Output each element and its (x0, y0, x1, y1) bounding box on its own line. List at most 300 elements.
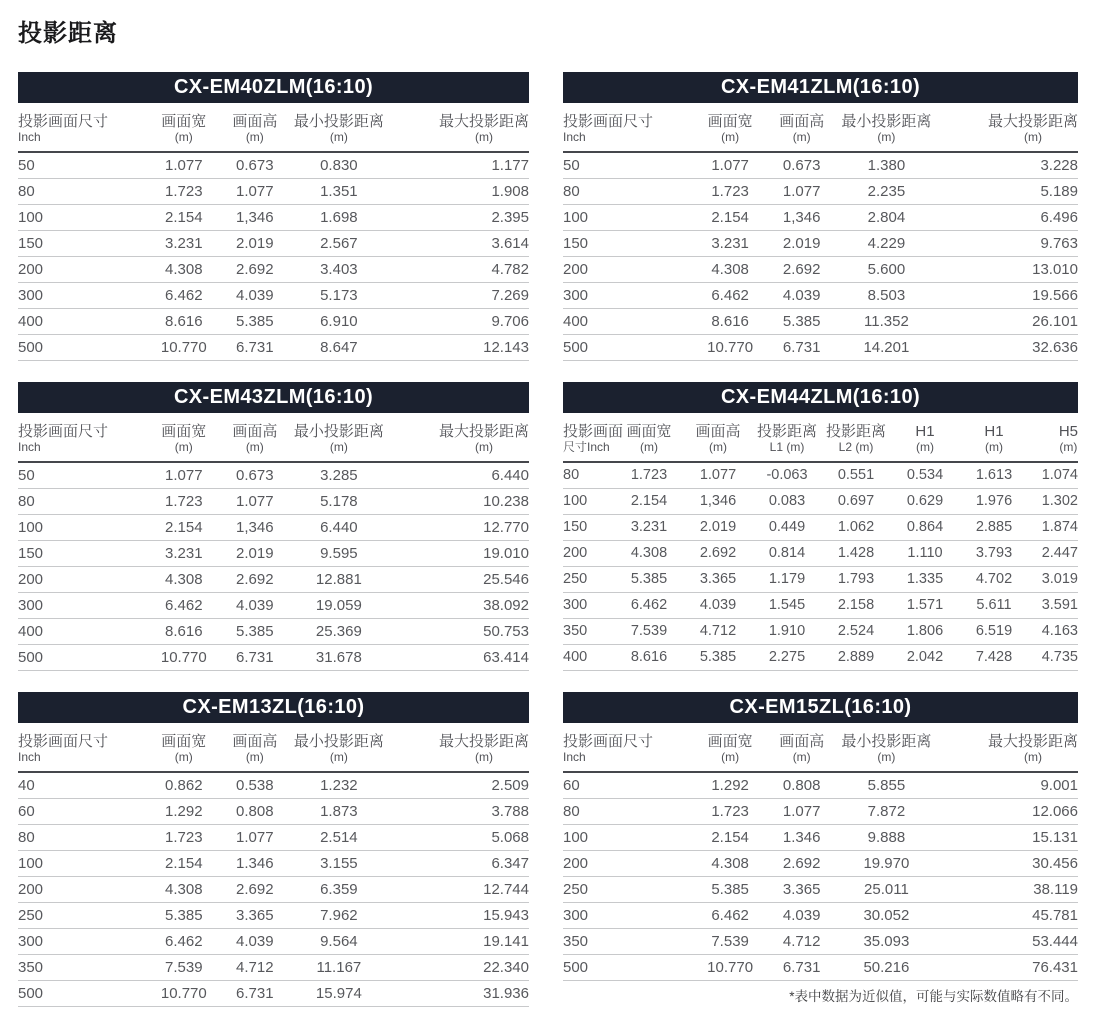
cell: 4.782 (390, 257, 529, 283)
cell: 3.403 (288, 257, 390, 283)
cell: 150 (563, 231, 692, 257)
cell: 9.763 (938, 231, 1078, 257)
cell: 2.158 (822, 593, 891, 619)
cell: 6.731 (768, 335, 834, 361)
cell: 300 (563, 593, 615, 619)
cell: 12.744 (390, 877, 529, 903)
cell: 6.462 (146, 929, 222, 955)
cell: 10.770 (692, 955, 769, 981)
cell: 4.308 (146, 567, 222, 593)
cell: 3.231 (692, 231, 769, 257)
cell: 31.678 (288, 645, 390, 671)
projection-table (563, 413, 1078, 671)
cell: 40 (18, 772, 146, 799)
cell: 12.066 (938, 799, 1078, 825)
cell: 200 (563, 541, 615, 567)
cell: 2.019 (684, 515, 753, 541)
table-row (18, 309, 529, 335)
table-card-cx-em15zl (563, 692, 1078, 981)
cell: 100 (18, 851, 146, 877)
cell: 0.449 (753, 515, 822, 541)
cell: 60 (18, 799, 146, 825)
column-header: 最大投影距离 (m) (938, 723, 1078, 772)
cell: 8.503 (835, 283, 938, 309)
cell: 11.352 (835, 309, 938, 335)
cell: 19.566 (938, 283, 1078, 309)
cell: 4.039 (222, 929, 288, 955)
cell: 300 (563, 283, 692, 309)
column-header-row (563, 103, 1078, 152)
table-row (563, 489, 1078, 515)
cell: 1.380 (835, 152, 938, 179)
table-title: CX-EM13ZL(16:10) (182, 696, 365, 718)
cell: 2.692 (222, 257, 288, 283)
column-header: 画面宽 (m) (146, 723, 222, 772)
cell: -0.063 (753, 462, 822, 489)
cell: 5.068 (390, 825, 529, 851)
table-row (563, 231, 1078, 257)
cell: 10.770 (146, 981, 222, 1007)
cell: 1.292 (692, 772, 769, 799)
cell: 5.385 (684, 645, 753, 671)
column-header: 画面高 (m) (684, 413, 753, 462)
cell: 400 (18, 619, 146, 645)
cell: 1.723 (146, 825, 222, 851)
cell: 4.712 (222, 955, 288, 981)
column-header: 画面宽 (m) (615, 413, 684, 462)
table-row (18, 619, 529, 645)
table-row (563, 179, 1078, 205)
table-row (563, 645, 1078, 671)
tables-grid (18, 72, 1078, 1007)
cell: 150 (563, 515, 615, 541)
cell: 5.178 (288, 489, 390, 515)
cell: 2.154 (146, 851, 222, 877)
cell: 5.189 (938, 179, 1078, 205)
cell: 10.770 (146, 335, 222, 361)
cell: 1,346 (222, 515, 288, 541)
cell: 2.514 (288, 825, 390, 851)
cell: 1.179 (753, 567, 822, 593)
table-row (563, 515, 1078, 541)
table-row (563, 567, 1078, 593)
table-row (563, 851, 1078, 877)
cell: 300 (18, 283, 146, 309)
cell: 4.163 (1029, 619, 1079, 645)
table-row (18, 929, 529, 955)
column-header-row (563, 723, 1078, 772)
cell: 1.110 (891, 541, 960, 567)
cell: 0.083 (753, 489, 822, 515)
cell: 9.888 (835, 825, 938, 851)
column-header: 画面高 (m) (768, 103, 834, 152)
table-card-cx-em41zlm (563, 72, 1078, 361)
cell: 7.539 (146, 955, 222, 981)
column-header: 最小投影距离 (m) (288, 723, 390, 772)
cell: 2.019 (222, 541, 288, 567)
cell: 3.365 (768, 877, 834, 903)
cell: 1.873 (288, 799, 390, 825)
cell: 2.447 (1029, 541, 1079, 567)
cell: 6.359 (288, 877, 390, 903)
cell: 80 (18, 179, 146, 205)
table-row (563, 283, 1078, 309)
cell: 15.131 (938, 825, 1078, 851)
cell: 1.077 (146, 462, 222, 489)
cell: 5.385 (222, 619, 288, 645)
table-card-cx-em43zlm (18, 382, 529, 671)
cell: 300 (18, 929, 146, 955)
cell: 400 (563, 645, 615, 671)
cell: 15.943 (390, 903, 529, 929)
cell: 3.614 (390, 231, 529, 257)
cell: 45.781 (938, 903, 1078, 929)
table-row (18, 179, 529, 205)
cell: 6.440 (390, 462, 529, 489)
cell: 25.546 (390, 567, 529, 593)
cell: 22.340 (390, 955, 529, 981)
cell: 1.302 (1029, 489, 1079, 515)
cell: 9.001 (938, 772, 1078, 799)
table-row (18, 772, 529, 799)
cell: 38.092 (390, 593, 529, 619)
column-header: 最小投影距离 (m) (835, 103, 938, 152)
cell: 0.862 (146, 772, 222, 799)
cell: 4.712 (768, 929, 834, 955)
table-row (563, 205, 1078, 231)
cell: 500 (18, 645, 146, 671)
cell: 80 (563, 462, 615, 489)
column-header: 投影画面尺寸 Inch (563, 723, 692, 772)
cell: 100 (563, 205, 692, 231)
cell: 6.462 (692, 903, 769, 929)
cell: 5.385 (146, 903, 222, 929)
cell: 50.216 (835, 955, 938, 981)
cell: 76.431 (938, 955, 1078, 981)
cell: 30.052 (835, 903, 938, 929)
cell: 200 (563, 851, 692, 877)
cell: 1.077 (146, 152, 222, 179)
column-header-row (563, 413, 1078, 462)
table-row (563, 309, 1078, 335)
cell: 1.806 (891, 619, 960, 645)
cell: 3.793 (960, 541, 1029, 567)
cell: 1.793 (822, 567, 891, 593)
cell: 400 (563, 309, 692, 335)
cell: 7.428 (960, 645, 1029, 671)
cell: 35.093 (835, 929, 938, 955)
cell: 100 (18, 515, 146, 541)
cell: 200 (18, 257, 146, 283)
cell: 80 (18, 489, 146, 515)
cell: 80 (563, 179, 692, 205)
cell: 2.692 (768, 851, 834, 877)
cell: 50 (18, 462, 146, 489)
cell: 3.019 (1029, 567, 1079, 593)
cell: 1.077 (692, 152, 769, 179)
cell: 6.462 (146, 593, 222, 619)
cell: 1.613 (960, 462, 1029, 489)
projection-table (18, 413, 529, 671)
table-row (18, 593, 529, 619)
table-row (563, 619, 1078, 645)
cell: 300 (563, 903, 692, 929)
table-row (563, 541, 1078, 567)
cell: 100 (563, 489, 615, 515)
cell: 4.039 (684, 593, 753, 619)
cell: 1.077 (768, 799, 834, 825)
cell: 5.611 (960, 593, 1029, 619)
cell: 15.974 (288, 981, 390, 1007)
cell: 4.308 (146, 257, 222, 283)
table-card-cx-em40zlm (18, 72, 529, 361)
cell: 4.039 (222, 283, 288, 309)
cell: 3.155 (288, 851, 390, 877)
cell: 50.753 (390, 619, 529, 645)
cell: 8.616 (146, 619, 222, 645)
cell: 4.308 (692, 851, 769, 877)
cell: 1.062 (822, 515, 891, 541)
projection-table (563, 103, 1078, 361)
cell: 12.143 (390, 335, 529, 361)
cell: 1,346 (684, 489, 753, 515)
table-row (18, 335, 529, 361)
column-header: 投影距离 L1 (m) (753, 413, 822, 462)
column-header: H5 (m) (1029, 413, 1079, 462)
cell: 4.308 (692, 257, 769, 283)
column-header: H1 (m) (960, 413, 1029, 462)
cell: 5.600 (835, 257, 938, 283)
column-header: 画面高 (m) (222, 723, 288, 772)
cell: 2.154 (615, 489, 684, 515)
cell: 4.735 (1029, 645, 1079, 671)
cell: 3.788 (390, 799, 529, 825)
table-title-bar (563, 382, 1078, 413)
cell: 3.231 (146, 541, 222, 567)
cell: 300 (18, 593, 146, 619)
page-title: 投影距离 (18, 20, 118, 47)
table-title: CX-EM41ZLM(16:10) (720, 76, 921, 98)
cell: 2.235 (835, 179, 938, 205)
cell: 14.201 (835, 335, 938, 361)
table-row (18, 283, 529, 309)
cell: 8.647 (288, 335, 390, 361)
table-row (563, 929, 1078, 955)
cell: 5.385 (768, 309, 834, 335)
cell: 7.962 (288, 903, 390, 929)
table-title-bar (563, 692, 1078, 723)
table-row (563, 955, 1078, 981)
cell: 250 (563, 877, 692, 903)
cell: 60 (563, 772, 692, 799)
cell: 1.723 (615, 462, 684, 489)
cell: 1.723 (146, 489, 222, 515)
table-row (18, 877, 529, 903)
column-header: 画面宽 (m) (692, 103, 769, 152)
cell: 6.910 (288, 309, 390, 335)
cell: 1.571 (891, 593, 960, 619)
cell: 80 (18, 825, 146, 851)
cell: 3.231 (615, 515, 684, 541)
table-row (563, 799, 1078, 825)
cell: 30.456 (938, 851, 1078, 877)
cell: 4.308 (146, 877, 222, 903)
cell: 0.538 (222, 772, 288, 799)
cell: 2.154 (692, 205, 769, 231)
projection-table (18, 723, 529, 1007)
table-row (18, 515, 529, 541)
cell: 4.712 (684, 619, 753, 645)
cell: 80 (563, 799, 692, 825)
cell: 2.567 (288, 231, 390, 257)
cell: 200 (563, 257, 692, 283)
cell: 10.238 (390, 489, 529, 515)
table-row (18, 541, 529, 567)
cell: 6.462 (146, 283, 222, 309)
footnote: *表中数据为近似值，可能与实际数值略有不同。 (789, 989, 1078, 1004)
cell: 10.770 (146, 645, 222, 671)
cell: 5.385 (615, 567, 684, 593)
table-row (18, 462, 529, 489)
cell: 4.229 (835, 231, 938, 257)
cell: 0.830 (288, 152, 390, 179)
column-header: 画面高 (m) (222, 413, 288, 462)
cell: 250 (563, 567, 615, 593)
cell: 1.346 (222, 851, 288, 877)
cell: 400 (18, 309, 146, 335)
cell: 1,346 (222, 205, 288, 231)
cell: 1.077 (222, 179, 288, 205)
table-title: CX-EM44ZLM(16:10) (720, 386, 921, 408)
cell: 3.285 (288, 462, 390, 489)
cell: 12.770 (390, 515, 529, 541)
cell: 8.616 (146, 309, 222, 335)
table-row (18, 981, 529, 1007)
cell: 1.976 (960, 489, 1029, 515)
cell: 2.275 (753, 645, 822, 671)
cell: 0.864 (891, 515, 960, 541)
cell: 1.908 (390, 179, 529, 205)
cell: 2.019 (768, 231, 834, 257)
table-row (18, 257, 529, 283)
table-row (563, 903, 1078, 929)
cell: 32.636 (938, 335, 1078, 361)
projection-table (563, 723, 1078, 981)
table-row (563, 257, 1078, 283)
cell: 1.077 (768, 179, 834, 205)
table-row (563, 772, 1078, 799)
cell: 31.936 (390, 981, 529, 1007)
cell: 100 (563, 825, 692, 851)
cell: 63.414 (390, 645, 529, 671)
cell: 19.141 (390, 929, 529, 955)
cell: 1,346 (768, 205, 834, 231)
cell: 4.039 (222, 593, 288, 619)
column-header: 最大投影距离 (m) (390, 413, 529, 462)
cell: 6.731 (222, 645, 288, 671)
cell: 1.545 (753, 593, 822, 619)
cell: 0.673 (222, 462, 288, 489)
cell: 0.629 (891, 489, 960, 515)
cell: 7.269 (390, 283, 529, 309)
cell: 0.551 (822, 462, 891, 489)
cell: 1.874 (1029, 515, 1079, 541)
cell: 2.692 (768, 257, 834, 283)
table-row (563, 825, 1078, 851)
cell: 3.365 (222, 903, 288, 929)
cell: 6.462 (615, 593, 684, 619)
cell: 2.395 (390, 205, 529, 231)
cell: 500 (18, 981, 146, 1007)
table-row (18, 799, 529, 825)
column-header-row (18, 723, 529, 772)
cell: 1.177 (390, 152, 529, 179)
column-header: 投影画面尺寸 Inch (18, 103, 146, 152)
cell: 0.697 (822, 489, 891, 515)
cell: 38.119 (938, 877, 1078, 903)
table-row (563, 593, 1078, 619)
cell: 26.101 (938, 309, 1078, 335)
table-row (563, 462, 1078, 489)
cell: 2.042 (891, 645, 960, 671)
projection-table (18, 103, 529, 361)
cell: 200 (18, 877, 146, 903)
cell: 19.010 (390, 541, 529, 567)
cell: 7.872 (835, 799, 938, 825)
cell: 1.077 (222, 825, 288, 851)
cell: 13.010 (938, 257, 1078, 283)
column-header-row (18, 413, 529, 462)
cell: 2.019 (222, 231, 288, 257)
cell: 50 (18, 152, 146, 179)
cell: 350 (18, 955, 146, 981)
column-header: 投影画面尺寸 Inch (563, 103, 692, 152)
cell: 9.564 (288, 929, 390, 955)
cell: 1.335 (891, 567, 960, 593)
table-row (18, 903, 529, 929)
cell: 19.970 (835, 851, 938, 877)
cell: 8.616 (615, 645, 684, 671)
cell: 3.231 (146, 231, 222, 257)
table-title: CX-EM15ZL(16:10) (729, 696, 912, 718)
column-header: 画面宽 (m) (146, 413, 222, 462)
cell: 11.167 (288, 955, 390, 981)
cell: 500 (563, 335, 692, 361)
column-header: 画面宽 (m) (146, 103, 222, 152)
cell: 1.910 (753, 619, 822, 645)
cell: 1.077 (222, 489, 288, 515)
column-header: 画面宽 (m) (692, 723, 769, 772)
column-header: 最大投影距离 (m) (938, 103, 1078, 152)
cell: 25.369 (288, 619, 390, 645)
cell: 1.723 (146, 179, 222, 205)
cell: 3.591 (1029, 593, 1079, 619)
table-title: CX-EM43ZLM(16:10) (173, 386, 374, 408)
cell: 3.228 (938, 152, 1078, 179)
cell: 2.154 (146, 205, 222, 231)
table-row (563, 877, 1078, 903)
cell: 5.385 (222, 309, 288, 335)
table-row (18, 231, 529, 257)
cell: 0.673 (222, 152, 288, 179)
table-row (18, 851, 529, 877)
table-row (563, 335, 1078, 361)
cell: 1.077 (684, 462, 753, 489)
table-card-cx-em44zlm (563, 382, 1078, 671)
cell: 8.616 (692, 309, 769, 335)
cell: 7.539 (615, 619, 684, 645)
cell: 1.723 (692, 179, 769, 205)
